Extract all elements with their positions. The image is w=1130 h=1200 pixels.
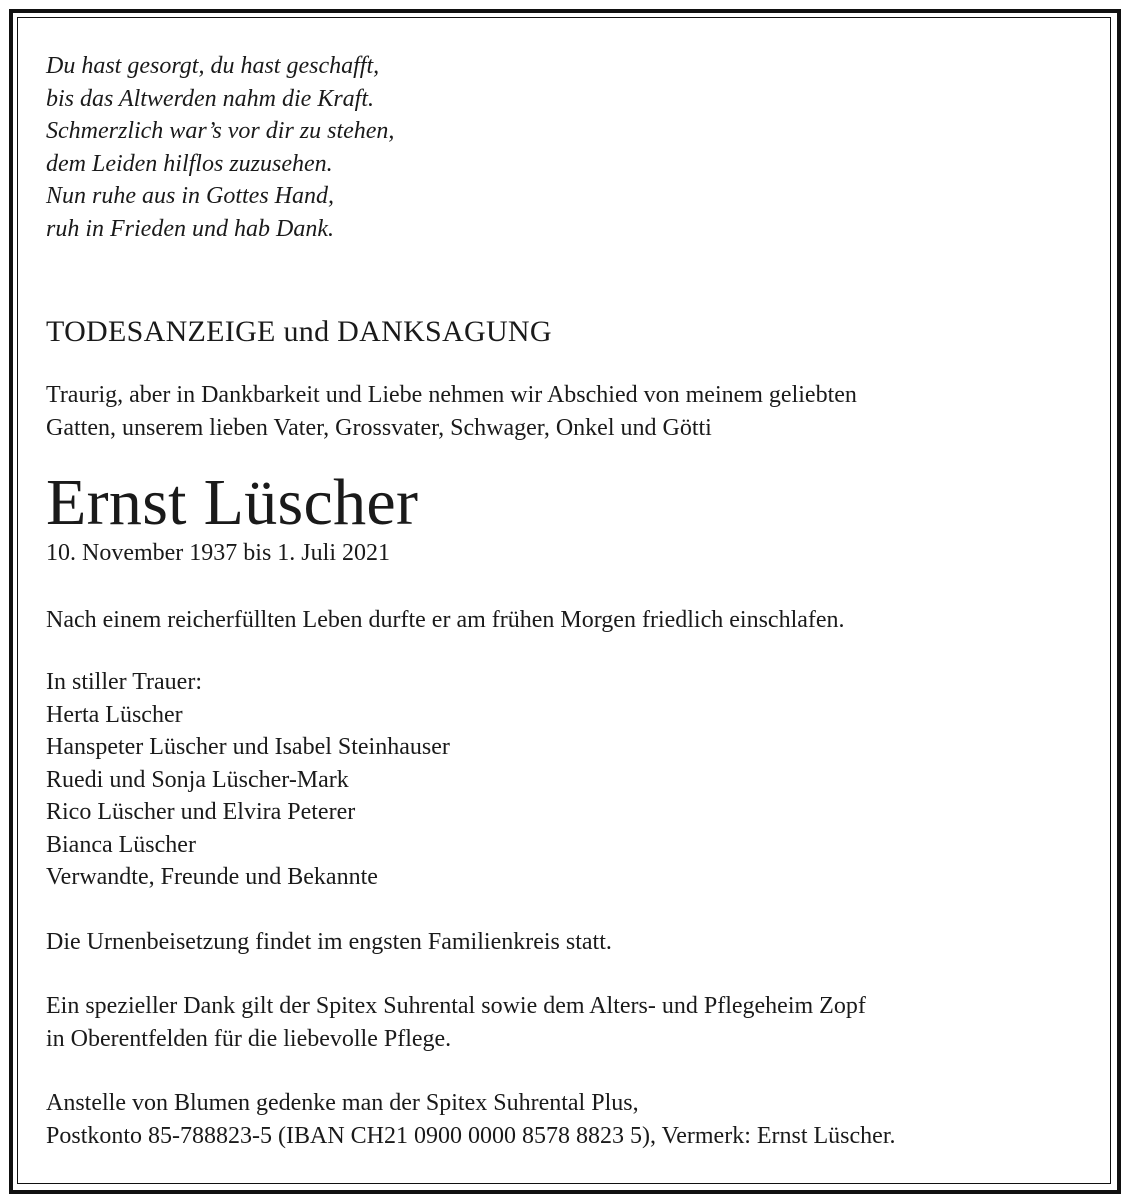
poem-line: bis das Altwerden nahm die Kraft. [46,85,375,112]
intro-paragraph [46,379,1086,444]
poem-line: ruh in Frieden und hab Dank. [46,215,334,242]
poem-line: dem Leiden hilflos zuzusehen. [46,150,333,177]
donation-line: Postkonto 85-788823-5 (IBAN CH21 0900 0000 8578 8823 5), Vermerk: Ernst Lüscher. [46,1122,896,1149]
mourners-intro: In stiller Trauer: [46,669,202,695]
thanks-line: Ein spezieller Dank gilt der Spitex Suhrental sowie dem Alters- und Pflegeheim Zopf [46,993,866,1019]
mourners-list [46,666,1086,894]
mourner-name: Bianca Lüscher [46,831,196,858]
mourner-name: Hanspeter Lüscher und Isabel Steinhauser [46,734,450,760]
closing-line: Nach einem reicherfüllten Leben durfte er am frühen Morgen friedlich einschlafen. [46,606,845,633]
poem-line: Schmerzlich war’s vor dir zu stehen, [46,118,395,144]
thanks-line: in Oberentfelden für die liebevolle Pflege. [46,1025,452,1052]
mourner-name: Ruedi und Sonja Lüscher-Mark [46,766,349,793]
mourner-name: Rico Lüscher und Elvira Peterer [46,799,356,825]
intro-line: Gatten, unserem lieben Vater, Grossvater, Schwager, Onkel und Götti [46,414,712,441]
mourner-name: Verwandte, Freunde und Bekannte [46,864,378,890]
closing-sentence [46,604,1086,637]
poem-line: Du hast gesorgt, du hast geschafft, [46,53,380,79]
burial-note [46,926,1086,959]
intro-line: Traurig, aber in Dankbarkeit und Liebe nehmen wir Abschied von meinem geliebten [46,382,857,408]
burial-line: Die Urnenbeisetzung findet im engsten Familienkreis statt. [46,928,612,955]
donation-line: Anstelle von Blumen gedenke man der Spitex Suhrental Plus, [46,1090,639,1116]
life-dates: 10. November 1937 bis 1. Juli 2021 [46,540,390,566]
poem-line: Nun ruhe aus in Gottes Hand, [46,183,334,209]
memorial-poem [46,50,1086,245]
donation-paragraph [46,1087,1086,1152]
mourner-name: Herta Lüscher [46,701,183,728]
thanks-paragraph [46,990,1086,1055]
notice-heading: TODESANZEIGE und DANKSAGUNG [46,315,552,348]
deceased-name: Ernst Lüscher [46,466,419,539]
obituary-notice [46,50,1086,1152]
